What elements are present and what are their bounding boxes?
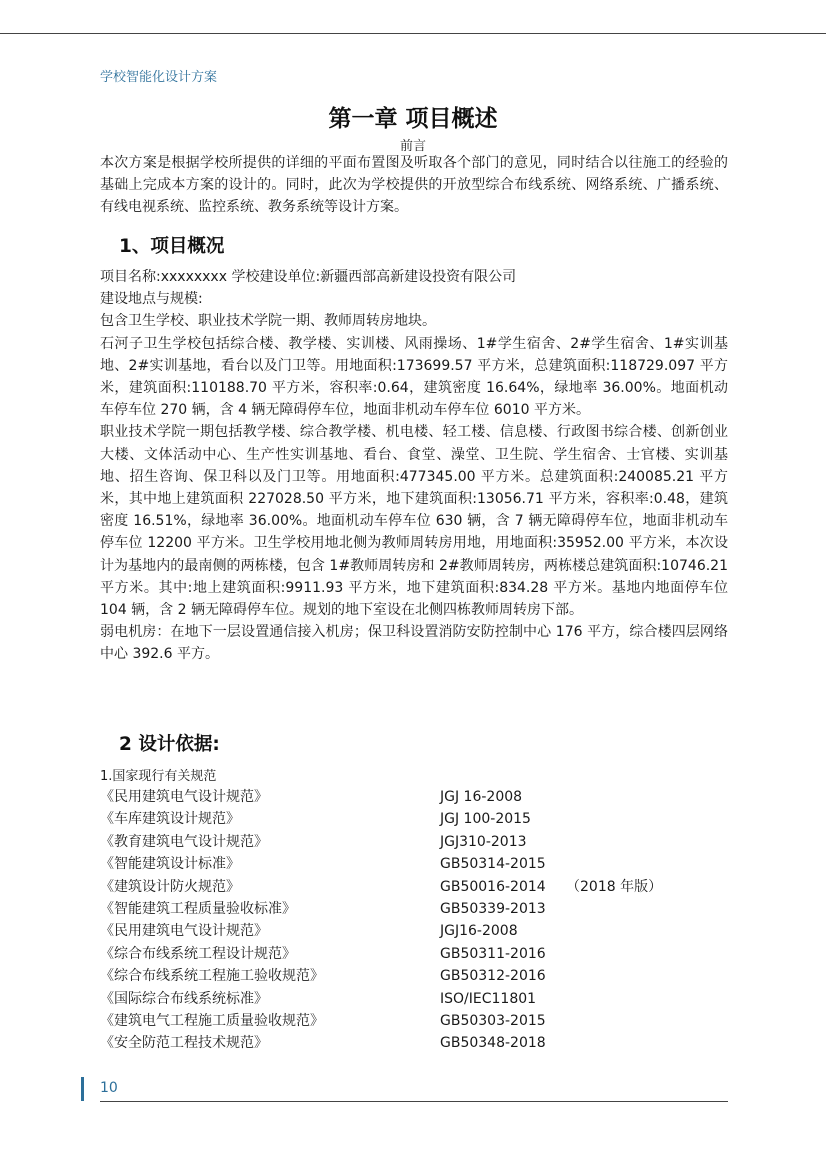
list-item (100, 808, 740, 830)
standard-name: 《智能建筑设计标准》 (100, 856, 240, 873)
standard-name: 《综合布线系统工程施工验收规范》 (100, 968, 324, 985)
intro-text: 本次方案是根据学校所提供的详细的平面布置图及听取各个部门的意见，同时结合以往施工的经验的基础上完成本方案的设计的。同时，此次为学校提供的开放型综合布线系统、网络系统、广播系统、有线电视系统、监控系统、教务系统等设计方案。 (100, 155, 728, 216)
equipment-room-paragraph: 弱电机房：在地下一层设置通信接入机房；保卫科设置消防安防控制中心 176 平方，综合楼四层网络中心 392.6 平方。 (100, 624, 728, 663)
standard-edition-note: （2018 年版） (566, 878, 663, 895)
standards-intro: 1.国家现行有关规范 (100, 769, 217, 784)
list-item (100, 853, 740, 875)
list-item (100, 943, 740, 965)
standard-code: JGJ 16-2008 (440, 789, 523, 805)
footer-rule (100, 1101, 728, 1102)
list-item (100, 920, 740, 942)
project-name-line: 项目名称:xxxxxxxx 学校建设单位:新疆西部高新建设投资有限公司 (100, 269, 517, 285)
standard-code: GB50312-2016 (440, 968, 546, 985)
standard-name: 《国际综合布线系统标准》 (100, 990, 268, 1007)
standard-code: ISO/IEC11801 (440, 990, 537, 1007)
list-item (100, 1032, 740, 1054)
page-number: 10 (100, 1080, 118, 1096)
standard-code: GB50339-2013 (440, 900, 546, 917)
vocational-college-paragraph: 职业技术学院一期包括教学楼、综合教学楼、机电楼、轻工楼、信息楼、行政图书综合楼、创新创业大楼、文体活动中心、生产性实训基地、看台、食堂、澡堂、卫生院、学生宿舍、士官楼、实训基地、招生咨询、保卫科以及门卫等。用地面积:477345.00 平方米。总建筑面积:240085.21 平方米，其中地上建筑面积 227028.50 平方米，地下建筑面积:13056.71 平方米，容积率:0.48，建筑密度 16.51%，绿地率 36.00%。地面机动车停车位 630 辆，含 7 辆无障碍停车位，地面非机动车停车位 12200 平方米。卫生学校用地北侧为教师周转房用地，用地面积:35952.00 平方米，本次设计为基地内的最南侧的两栋楼，包含 1#教师周转房和 2#教师周转房，两栋楼总建筑面积:10746.21 平方米。其中:地上建筑面积:9911.93 平方米，地下建筑面积:834.28 平方米。基地内地面停车位 104 辆，含 2 辆无障碍停车位。规划的地下室设在北侧四栋教师周转房下部。 (100, 424, 728, 619)
list-item (100, 876, 740, 898)
list-item (100, 898, 740, 920)
standard-code: GB50311-2016 (440, 945, 546, 962)
standard-code: GB50348-2018 (440, 1035, 546, 1052)
section-heading-overview: 1、项目概况 (119, 236, 225, 257)
chapter-title: 第一章 项目概述 (328, 105, 498, 132)
standard-code: JGJ16-2008 (440, 923, 518, 940)
site-parcels: 包含卫生学校、职业技术学院一期、教师周转房地块。 (100, 313, 436, 330)
site-scale-label: 建设地点与规模: (100, 291, 203, 308)
standard-code: GB50303-2015 (440, 1012, 546, 1029)
standard-code: JGJ 100-2015 (440, 811, 531, 828)
list-item (100, 1010, 740, 1032)
overview-section (100, 266, 728, 666)
header-rule (0, 33, 826, 34)
standard-code: JGJ310-2013 (440, 833, 527, 850)
standard-name: 《智能建筑工程质量验收标准》 (100, 900, 296, 917)
running-header: 学校智能化设计方案 (100, 70, 218, 85)
standard-code: GB50314-2015 (440, 856, 546, 873)
standard-name: 《安全防范工程技术规范》 (100, 1035, 268, 1052)
standard-name: 《建筑设计防火规范》 (100, 878, 240, 895)
list-item (100, 965, 740, 987)
standard-name: 《民用建筑电气设计规范》 (100, 789, 268, 805)
footer-accent-bar (81, 1077, 84, 1101)
list-item (100, 831, 740, 853)
intro-paragraph (100, 152, 728, 219)
standard-name: 《综合布线系统工程设计规范》 (100, 945, 296, 962)
list-item (100, 988, 740, 1010)
standards-list (100, 786, 740, 1055)
list-item (100, 786, 740, 808)
standard-name: 《民用建筑电气设计规范》 (100, 923, 268, 940)
section-heading-design-basis: 2 设计依据: (119, 734, 220, 755)
standard-name: 《建筑电气工程施工质量验收规范》 (100, 1012, 324, 1029)
standard-name: 《车库建筑设计规范》 (100, 811, 240, 828)
standard-name: 《教育建筑电气设计规范》 (100, 833, 268, 850)
health-school-paragraph: 石河子卫生学校包括综合楼、教学楼、实训楼、风雨操场、1#学生宿舍、2#学生宿舍、1#实训基地、2#实训基地，看台以及门卫等。用地面积:173699.57 平方米，总建筑面积:118729.097 平方米，建筑面积:110188.70 平方米，容积率:0.64，建筑密度 16.64%，绿地率 36.00%。地面机动车停车位 270 辆，含 4 辆无障碍停车位，地面非机动车停车位 6010 平方米。 (100, 335, 728, 419)
preface-label: 前言 (399, 139, 426, 154)
standard-code: GB50016-2014 (440, 878, 546, 895)
